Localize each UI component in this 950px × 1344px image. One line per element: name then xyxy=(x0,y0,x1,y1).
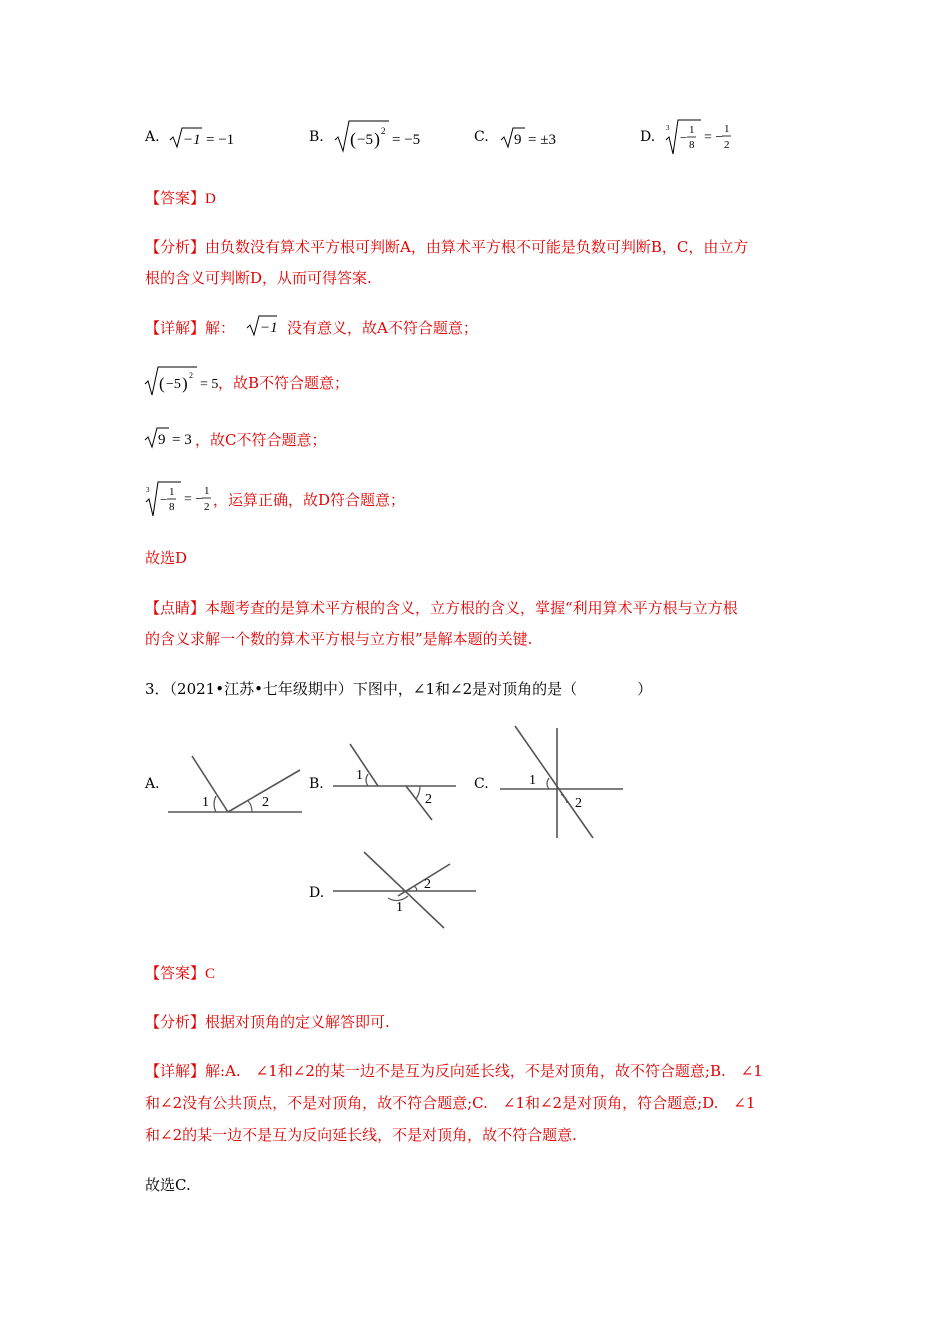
detail-b-formula xyxy=(143,364,223,398)
svg-text:8: 8 xyxy=(689,139,695,151)
option-d-formula xyxy=(663,116,743,158)
fig-d-diagram xyxy=(328,848,478,933)
svg-text:(: ( xyxy=(350,129,356,149)
answer-value: D xyxy=(205,191,216,207)
svg-text:−5: −5 xyxy=(166,377,181,392)
option-c-label: C. xyxy=(474,129,489,145)
option-a-formula xyxy=(168,124,248,152)
fig-c-diagram xyxy=(495,722,630,840)
fig-b-label: B. xyxy=(309,776,324,792)
fig-c-angle-1: 1 xyxy=(529,773,536,788)
option-c-formula xyxy=(499,124,569,152)
fig-a-label: A. xyxy=(145,776,160,792)
detail-c-text: ，故C不符合题意； xyxy=(195,431,327,449)
svg-text:2: 2 xyxy=(724,139,730,151)
option-d-label: D. xyxy=(640,129,656,145)
fig-c-label: C. xyxy=(474,776,489,792)
detail-tag: 【详解】 xyxy=(145,319,206,337)
svg-text:= −1: = −1 xyxy=(206,132,235,148)
detail-c-formula xyxy=(143,424,203,452)
answer-tag: 【答案】 xyxy=(145,189,206,207)
svg-text:9: 9 xyxy=(158,432,166,448)
analysis-tag: 【分析】 xyxy=(145,1013,206,1031)
q2-detail-line-a xyxy=(145,317,235,338)
q2-answer xyxy=(145,187,216,208)
detail-text: 解:A. ∠1和∠2的某一边不是互为反向延长线，不是对顶角，故不符合题意;B. ∠1 xyxy=(205,1062,763,1080)
q3-conclusion: 故选C. xyxy=(145,1176,191,1194)
svg-text:= 3: = 3 xyxy=(172,432,192,448)
comment-text: 本题考查的是算术平方根的含义，立方根的含义，掌握“利用算术平方根与立方根 xyxy=(205,599,738,617)
q2-analysis-line2: 根的含义可判断D，从而可得答案. xyxy=(145,269,372,287)
svg-text:2: 2 xyxy=(189,371,193,380)
comment-tag: 【点睛】 xyxy=(145,599,206,617)
svg-text:): ) xyxy=(374,129,380,149)
fig-d-angle-1: 1 xyxy=(396,900,403,915)
fig-c-angle-2: 2 xyxy=(575,796,582,811)
fig-a-diagram xyxy=(160,750,310,820)
fig-a-angle-1: 1 xyxy=(202,795,209,810)
detail-b-text: ，故B不符合题意； xyxy=(218,374,350,392)
detail-prefix: 解： xyxy=(205,319,236,337)
svg-text:3: 3 xyxy=(666,124,670,132)
q2-conclusion: 故选D xyxy=(145,549,188,567)
svg-text:= −5: = −5 xyxy=(392,132,421,148)
analysis-tag: 【分析】 xyxy=(145,238,206,256)
q3-stem: 3．（2021•江苏•七年级期中）下图中，∠1和∠2是对顶角的是（ ） xyxy=(145,680,653,698)
svg-text:−: − xyxy=(680,130,688,145)
svg-text:1: 1 xyxy=(169,486,175,498)
svg-text:1: 1 xyxy=(689,124,695,136)
option-b-formula xyxy=(333,118,433,154)
q2-comment-line1 xyxy=(145,597,738,618)
q3-answer xyxy=(145,962,215,983)
answer-tag: 【答案】 xyxy=(145,964,206,982)
svg-text:(: ( xyxy=(159,374,165,393)
svg-text:2: 2 xyxy=(204,501,210,513)
fig-b-angle-1: 1 xyxy=(356,768,363,783)
svg-text:−: − xyxy=(160,492,168,507)
svg-text:= −: = − xyxy=(704,130,724,145)
q2-analysis-line1 xyxy=(145,236,748,257)
q3-detail-line3: 和∠2的某一边不是互为反向延长线，不是对顶角，故不符合题意. xyxy=(145,1126,577,1144)
q3-detail-line1 xyxy=(145,1060,763,1081)
q3-analysis xyxy=(145,1011,390,1032)
detail-a-text: 没有意义，故A不符合题意； xyxy=(287,319,478,337)
fig-d-angle-2: 2 xyxy=(424,877,431,892)
svg-text:= −: = − xyxy=(184,492,204,507)
detail-d-text: ，运算正确，故D符合题意； xyxy=(213,491,406,509)
option-a-label: A. xyxy=(145,129,160,145)
fig-d-label: D. xyxy=(309,885,325,901)
analysis-text: 由负数没有算术平方根可判断A，由算术平方根不可能是负数可判断B，C，由立方 xyxy=(205,238,749,256)
fig-b-angle-2: 2 xyxy=(425,792,432,807)
svg-text:8: 8 xyxy=(169,501,175,513)
q3-detail-line2: 和∠2没有公共顶点，不是对顶角，故不符合题意;C. ∠1和∠2是对顶角，符合题意;D. ∠1 xyxy=(145,1094,756,1112)
svg-text:): ) xyxy=(182,374,188,393)
detail-d-formula xyxy=(143,478,223,520)
svg-text:−1: −1 xyxy=(260,320,278,336)
analysis-text: 根据对顶角的定义解答即可. xyxy=(205,1013,390,1031)
svg-text:−5: −5 xyxy=(357,132,373,148)
fig-b-diagram xyxy=(328,738,458,826)
option-b-label: B. xyxy=(309,129,324,145)
svg-text:9: 9 xyxy=(514,132,522,148)
svg-text:1: 1 xyxy=(724,123,730,135)
svg-text:= ±3: = ±3 xyxy=(528,132,556,148)
svg-text:2: 2 xyxy=(381,126,386,136)
answer-value: C xyxy=(205,966,216,982)
detail-tag: 【详解】 xyxy=(145,1062,206,1080)
detail-a-formula xyxy=(245,312,281,340)
svg-text:1: 1 xyxy=(204,485,210,497)
fig-a-angle-2: 2 xyxy=(262,795,269,810)
svg-text:= 5: = 5 xyxy=(200,377,219,392)
q2-comment-line2: 的含义求解一个数的算术平方根与立方根”是解本题的关键. xyxy=(145,630,533,648)
svg-text:−1: −1 xyxy=(183,132,201,148)
svg-text:3: 3 xyxy=(146,486,150,494)
